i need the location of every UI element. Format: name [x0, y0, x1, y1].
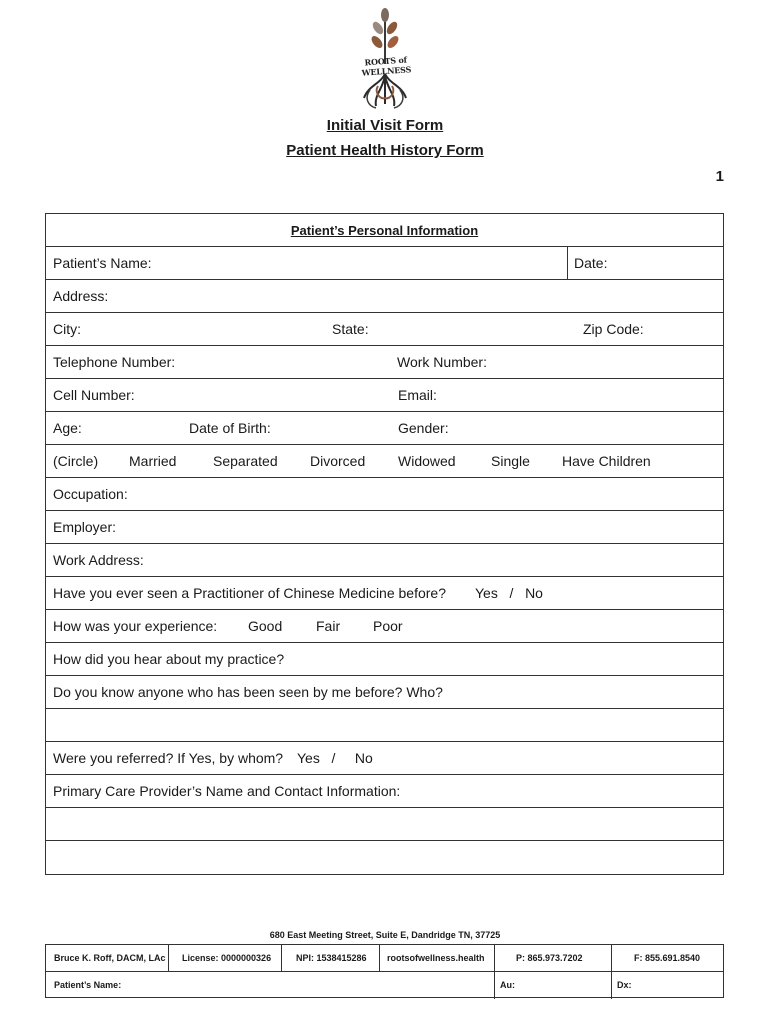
npi-number: NPI: 1538415286: [296, 953, 367, 963]
footer-table: [45, 944, 724, 998]
marital-option-separated[interactable]: Separated: [213, 453, 278, 469]
chinese-medicine-row: [46, 577, 723, 610]
divider: [611, 972, 612, 999]
telephone-row: [46, 346, 723, 379]
footer-patient-row: [46, 972, 723, 999]
blank-row[interactable]: [46, 709, 723, 742]
referred-question: Were you referred? If Yes, by whom?: [53, 750, 284, 766]
marital-option-have-children[interactable]: Have Children: [562, 453, 651, 469]
know-anyone-question: Do you know anyone who has been seen by me before? Who?: [53, 684, 443, 700]
address-label: Address:: [53, 288, 109, 304]
cell-email-row: [46, 379, 723, 412]
referred-yes-no[interactable]: Yes / No: [297, 750, 373, 766]
address-row: [46, 280, 723, 313]
referred-row: [46, 742, 723, 775]
hear-about-question: How did you hear about my practice?: [53, 651, 285, 667]
telephone-label: Telephone Number:: [53, 354, 176, 370]
divider: [567, 247, 568, 279]
section-title: Patient’s Personal Information: [290, 223, 479, 238]
occupation-label: Occupation:: [53, 486, 128, 502]
logo-text: ROOTS of WELLNESS: [361, 54, 412, 78]
divider: [494, 972, 495, 999]
experience-option-good[interactable]: Good: [248, 618, 283, 634]
cell-label: Cell Number:: [53, 387, 135, 403]
au-label: Au:: [500, 980, 515, 990]
date-label: Date:: [574, 255, 608, 271]
personal-info-form: [45, 213, 724, 875]
phone-number: P: 865.973.7202: [516, 953, 583, 963]
divider: [611, 945, 612, 971]
experience-row: [46, 610, 723, 643]
form-title: Initial Visit Form: [326, 117, 444, 134]
divider: [379, 945, 380, 971]
divider: [494, 945, 495, 971]
footer-patients-name-label: Patient’s Name:: [54, 980, 122, 990]
license-number: License: 0000000326: [182, 953, 272, 963]
age-dob-gender-row: [46, 412, 723, 445]
marital-option-married[interactable]: Married: [129, 453, 177, 469]
dx-label: Dx:: [617, 980, 632, 990]
blank-row[interactable]: [46, 808, 723, 841]
marital-option-divorced[interactable]: Divorced: [310, 453, 366, 469]
section-header-row: [46, 214, 723, 247]
employer-row: [46, 511, 723, 544]
page-number: 1: [715, 168, 724, 185]
pcp-question: Primary Care Provider’s Name and Contact Information:: [53, 783, 401, 799]
circle-label: (Circle): [53, 453, 99, 469]
practice-address: 680 East Meeting Street, Suite E, Dandridge TN, 37725: [269, 930, 501, 940]
marital-option-widowed[interactable]: Widowed: [398, 453, 456, 469]
divider: [281, 945, 282, 971]
work-number-label: Work Number:: [397, 354, 487, 370]
blank-row[interactable]: [46, 841, 723, 874]
experience-option-poor[interactable]: Poor: [373, 618, 403, 634]
divider: [168, 945, 169, 971]
website[interactable]: rootsofwellness.health: [387, 953, 485, 963]
email-label: Email:: [398, 387, 437, 403]
experience-option-fair[interactable]: Fair: [316, 618, 341, 634]
form-subtitle: Patient Health History Form: [286, 142, 484, 159]
patients-name-label: Patient’s Name:: [53, 255, 152, 271]
provider-name: Bruce K. Roff, DACM, LAc: [54, 953, 166, 963]
name-date-row: [46, 247, 723, 280]
know-anyone-row: [46, 676, 723, 709]
age-label: Age:: [53, 420, 82, 436]
pcp-row: [46, 775, 723, 808]
zip-label: Zip Code:: [583, 321, 644, 337]
city-state-zip-row: [46, 313, 723, 346]
gender-label: Gender:: [398, 420, 449, 436]
work-address-label: Work Address:: [53, 552, 144, 568]
marital-status-row: [46, 445, 723, 478]
experience-question: How was your experience:: [53, 618, 218, 634]
work-address-row: [46, 544, 723, 577]
hear-about-row: [46, 643, 723, 676]
footer-info-row: [46, 945, 723, 972]
occupation-row: [46, 478, 723, 511]
marital-option-single[interactable]: Single: [491, 453, 530, 469]
dob-label: Date of Birth:: [189, 420, 271, 436]
city-label: City:: [53, 321, 81, 337]
employer-label: Employer:: [53, 519, 117, 535]
state-label: State:: [332, 321, 369, 337]
fax-number: F: 855.691.8540: [634, 953, 701, 963]
chinese-medicine-question: Have you ever seen a Practitioner of Chinese Medicine before?: [53, 585, 446, 601]
chinese-medicine-yes-no[interactable]: Yes / No: [475, 585, 543, 601]
